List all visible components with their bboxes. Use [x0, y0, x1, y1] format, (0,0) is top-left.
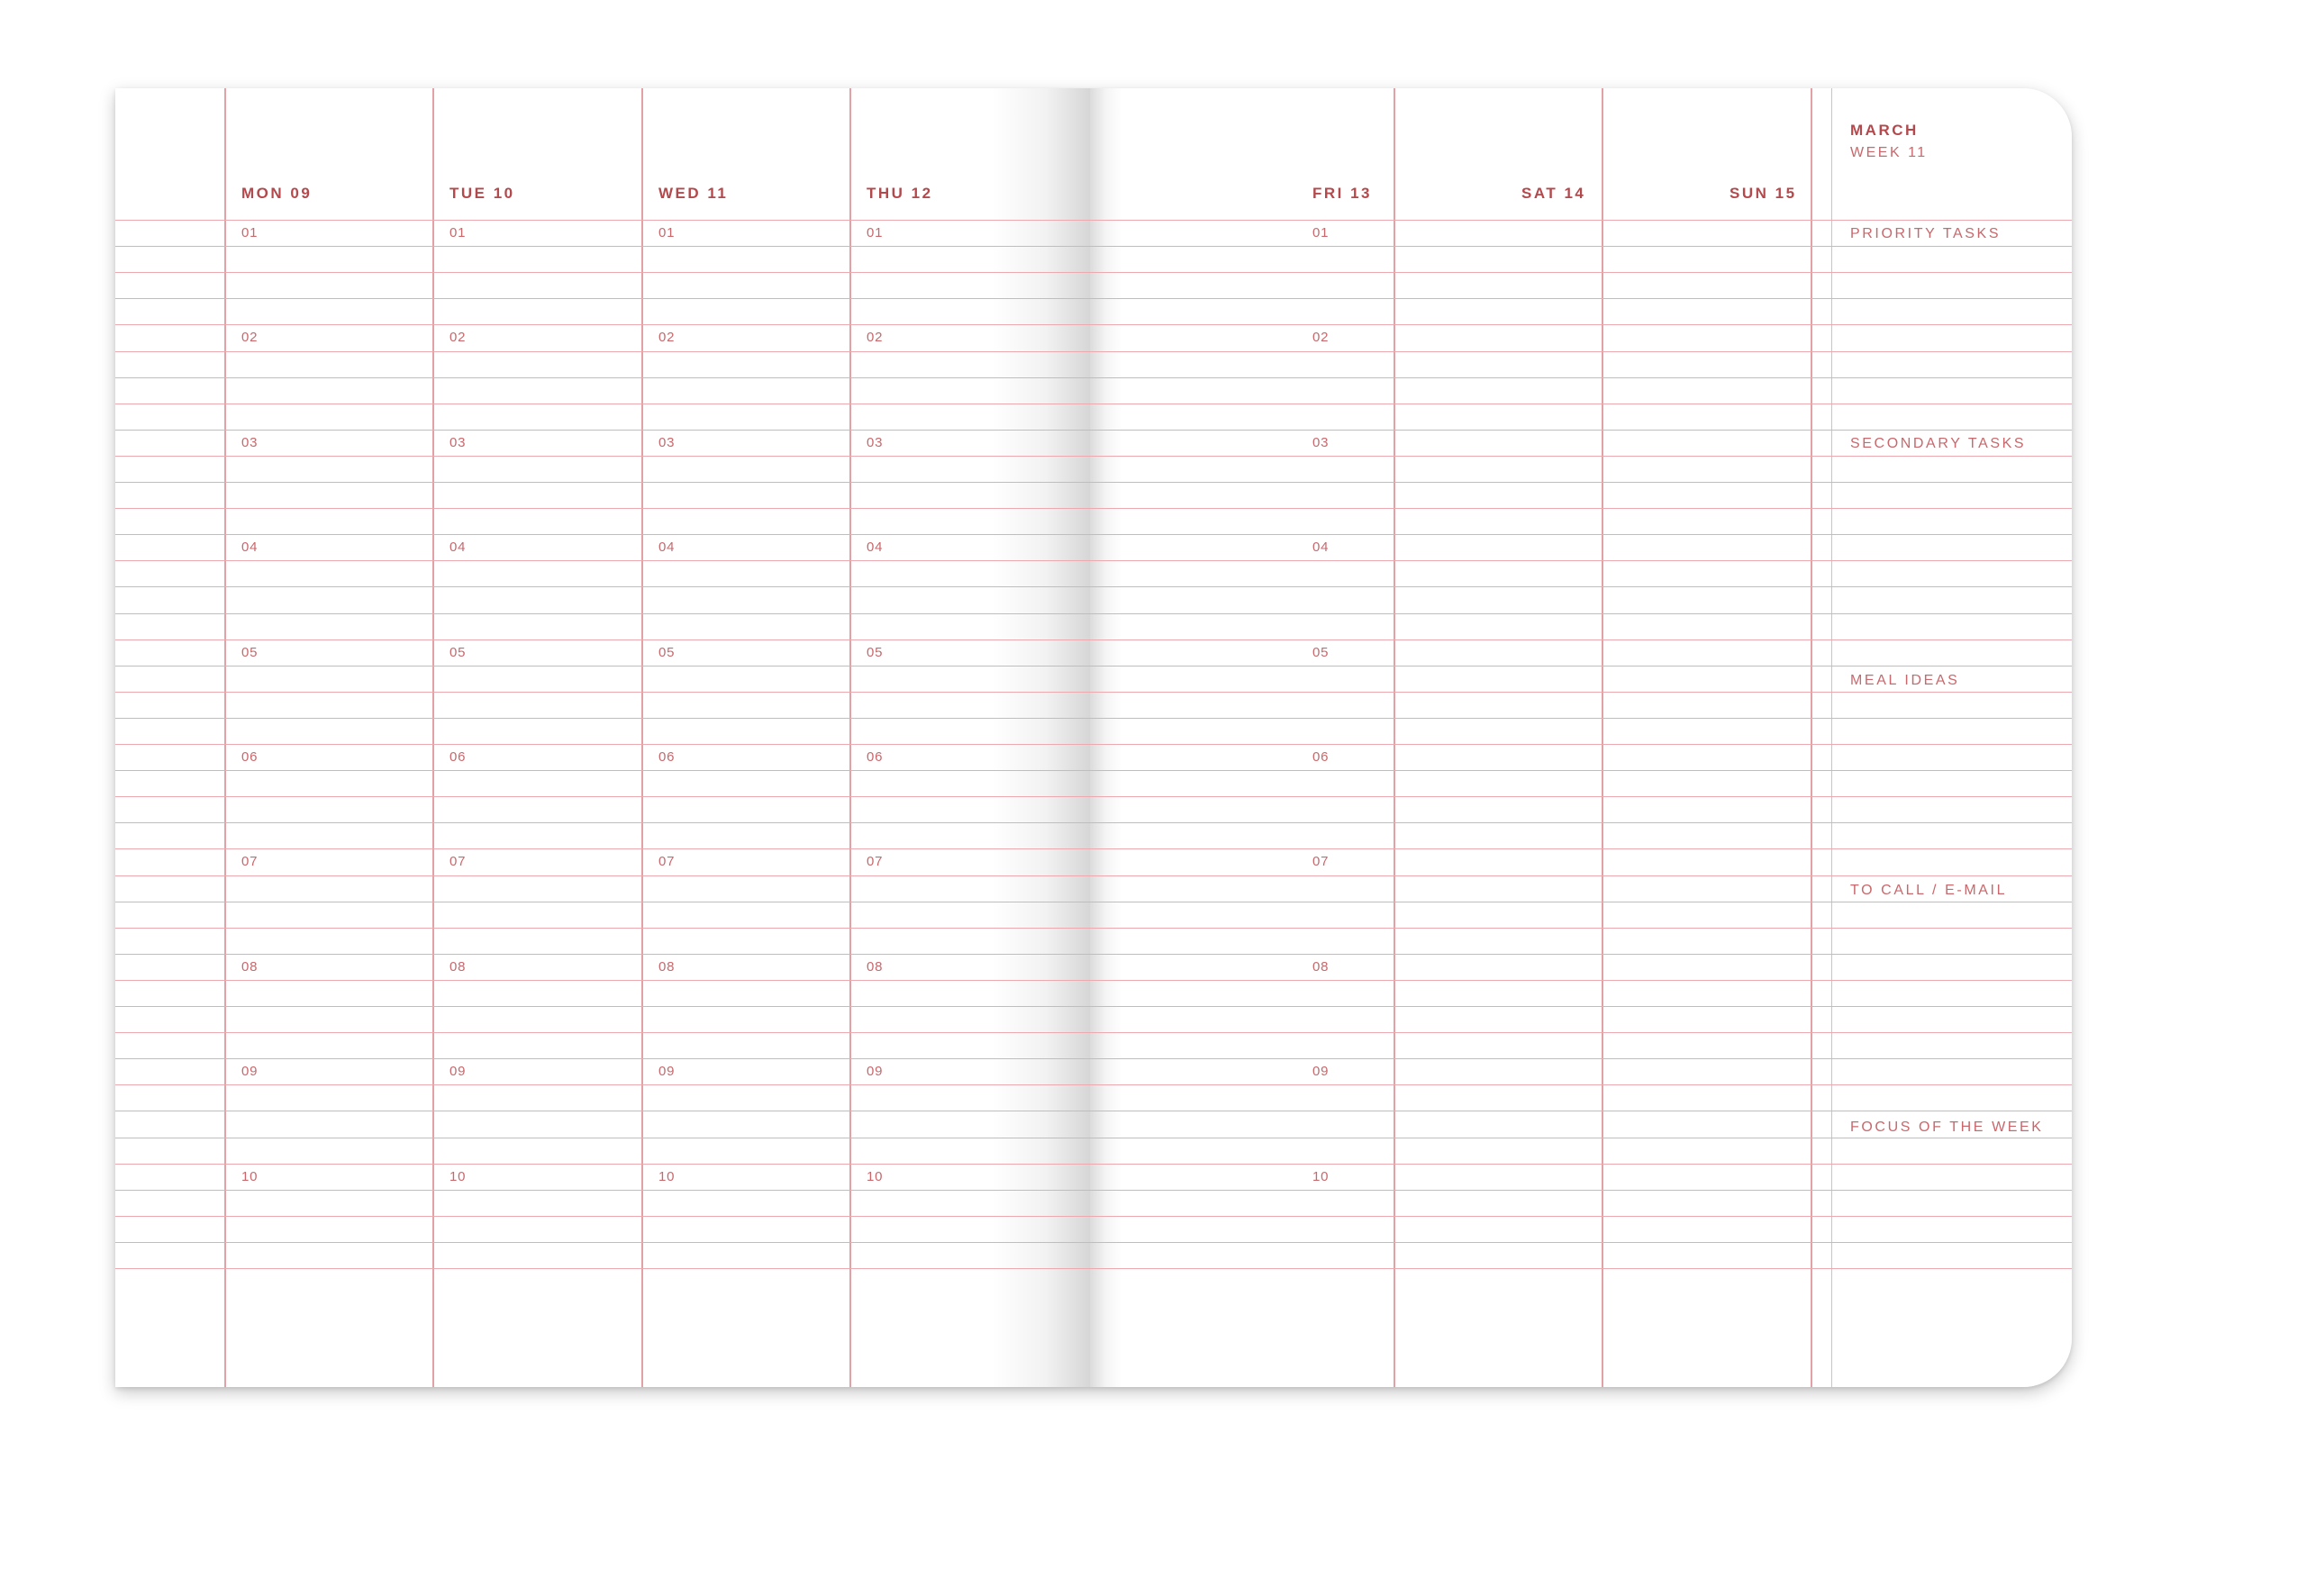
hour-label: 09	[867, 1064, 884, 1080]
day-header-thu: THU 12	[867, 185, 933, 202]
hour-label: 07	[449, 854, 467, 870]
ruled-line	[115, 377, 2072, 378]
hour-label: 04	[1312, 540, 1330, 556]
hour-label: 06	[867, 749, 884, 765]
hour-label: 04	[867, 540, 884, 556]
left-page	[115, 88, 1090, 1387]
ruled-line	[115, 1032, 2072, 1033]
ruled-line	[115, 822, 2072, 823]
ruled-line	[115, 1242, 2072, 1243]
day-divider	[224, 88, 226, 1387]
hour-label: 04	[658, 540, 676, 556]
day-header-wed: WED 11	[658, 185, 729, 202]
to-call-email-label: TO CALL / E-MAIL	[1850, 883, 2008, 898]
hour-label: 04	[449, 540, 467, 556]
hour-label: 01	[658, 225, 676, 240]
day-divider	[641, 88, 643, 1387]
ruled-line	[115, 639, 2072, 640]
hour-label: 10	[241, 1168, 259, 1184]
ruled-line	[115, 980, 2072, 981]
hour-label: 06	[1312, 749, 1330, 765]
hour-label: 02	[449, 330, 467, 346]
hour-label: 03	[867, 434, 884, 450]
ruled-line	[115, 928, 2072, 929]
planner-spread	[115, 88, 2072, 1387]
hour-label: 06	[449, 749, 467, 765]
ruled-line	[115, 770, 2072, 771]
ruled-line	[115, 1058, 2072, 1059]
day-header-sun: SUN 15	[1730, 185, 1797, 202]
hour-label: 08	[658, 958, 676, 975]
hour-label: 05	[1312, 644, 1330, 660]
ruled-line	[115, 534, 2072, 535]
ruled-line	[115, 796, 2072, 797]
hour-label: 01	[1312, 225, 1330, 240]
secondary-tasks-label: SECONDARY TASKS	[1850, 436, 2027, 451]
priority-tasks-label: PRIORITY TASKS	[1850, 226, 2002, 241]
ruled-line	[115, 220, 2072, 221]
ruled-line	[115, 456, 2072, 457]
day-divider	[1602, 88, 1603, 1387]
hour-label: 07	[867, 854, 884, 870]
hour-label: 03	[1312, 434, 1330, 450]
hour-label: 10	[867, 1168, 884, 1184]
hour-label: 10	[1312, 1168, 1330, 1184]
day-divider	[432, 88, 434, 1387]
day-header-mon: MON 09	[241, 185, 313, 202]
hour-label: 05	[658, 644, 676, 660]
ruled-line	[115, 1216, 2072, 1217]
day-divider	[1394, 88, 1395, 1387]
hour-label: 03	[449, 434, 467, 450]
hour-label: 09	[1312, 1064, 1330, 1080]
hour-label: 08	[867, 958, 884, 975]
ruled-line	[115, 508, 2072, 509]
ruled-line	[115, 666, 2072, 667]
sidebar-divider	[1831, 88, 1832, 1387]
ruled-line	[115, 430, 2072, 431]
hour-label: 01	[867, 225, 884, 240]
ruled-line	[115, 718, 2072, 719]
ruled-line	[115, 848, 2072, 849]
hour-label: 02	[867, 330, 884, 346]
week-label: WEEK 11	[1850, 145, 1928, 160]
ruled-line	[115, 613, 2072, 614]
right-page	[1090, 88, 2072, 1387]
ruled-line	[115, 482, 2072, 483]
meal-ideas-label: MEAL IDEAS	[1850, 673, 1960, 688]
ruled-line	[115, 1006, 2072, 1007]
ruled-line	[115, 246, 2072, 247]
hour-label: 01	[449, 225, 467, 240]
ruled-line	[115, 272, 2072, 273]
hour-label: 03	[241, 434, 259, 450]
day-header-tue: TUE 10	[449, 185, 515, 202]
ruled-line	[115, 324, 2072, 325]
ruled-line	[115, 1164, 2072, 1165]
ruled-line	[115, 586, 2072, 587]
hour-label: 09	[658, 1064, 676, 1080]
ruled-line	[115, 298, 2072, 299]
page-gutter-shadow	[1090, 88, 1122, 1387]
hour-label: 07	[658, 854, 676, 870]
hour-label: 03	[658, 434, 676, 450]
ruled-line	[115, 954, 2072, 955]
ruled-line	[115, 560, 2072, 561]
hour-label: 08	[241, 958, 259, 975]
hour-label: 05	[241, 644, 259, 660]
day-divider	[849, 88, 851, 1387]
day-header-sat: SAT 14	[1521, 185, 1586, 202]
hour-label: 01	[241, 225, 259, 240]
page-gutter-shadow	[991, 88, 1090, 1387]
ruled-line	[115, 351, 2072, 352]
hour-label: 09	[241, 1064, 259, 1080]
hour-label: 04	[241, 540, 259, 556]
ruled-line	[115, 1268, 2072, 1269]
focus-of-the-week-label: FOCUS OF THE WEEK	[1850, 1120, 2044, 1135]
hour-label: 02	[1312, 330, 1330, 346]
hour-label: 05	[449, 644, 467, 660]
hour-label: 02	[658, 330, 676, 346]
hour-label: 06	[658, 749, 676, 765]
hour-label: 10	[449, 1168, 467, 1184]
ruled-line	[115, 1084, 2072, 1085]
ruled-line	[115, 875, 2072, 876]
hour-label: 07	[241, 854, 259, 870]
hour-label: 02	[241, 330, 259, 346]
ruled-line	[115, 1190, 2072, 1191]
month-label: MARCH	[1850, 122, 1919, 139]
sidebar-divider	[1811, 88, 1812, 1387]
day-header-fri: FRI 13	[1312, 185, 1373, 202]
hour-label: 08	[1312, 958, 1330, 975]
hour-label: 09	[449, 1064, 467, 1080]
ruled-line	[115, 744, 2072, 745]
hour-label: 07	[1312, 854, 1330, 870]
ruled-line	[115, 692, 2072, 693]
hour-label: 06	[241, 749, 259, 765]
hour-label: 05	[867, 644, 884, 660]
hour-label: 10	[658, 1168, 676, 1184]
hour-label: 08	[449, 958, 467, 975]
